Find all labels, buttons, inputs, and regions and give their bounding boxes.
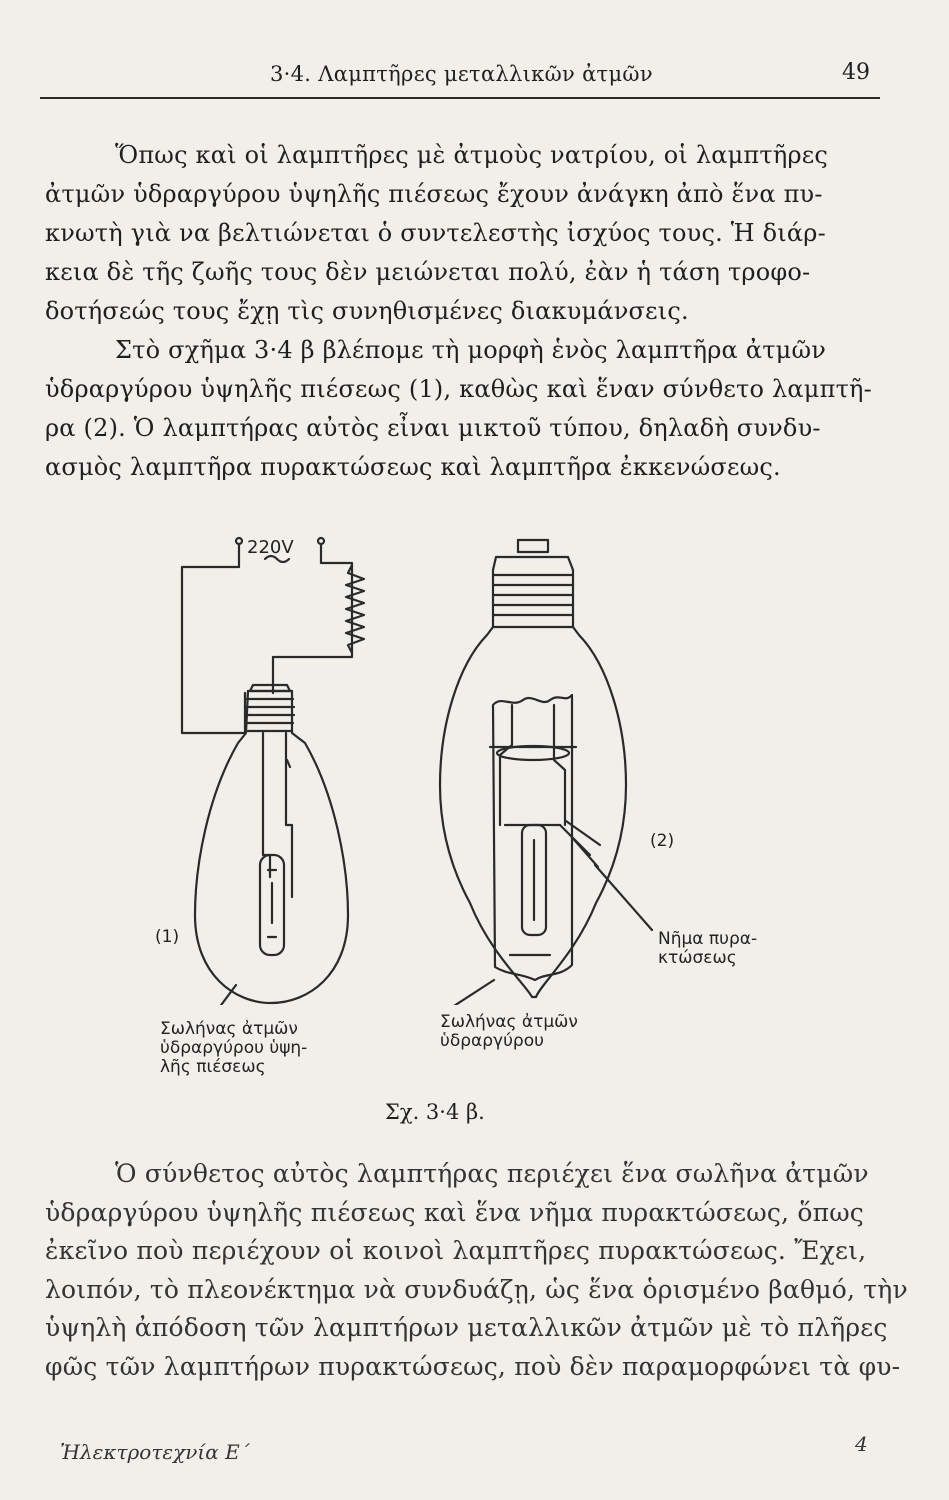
footer-book-title: Ἠλεκτροτεχνία Ε΄ [60,1440,250,1464]
text-line: ρα (2). Ὁ λαμπτήρας αὐτὸς εἶναι μικτοῦ τύπου, δηλαδὴ συνδυ- [45,414,821,442]
text-line: λοιπόν, τὸ πλεονέκτημα νὰ συνδυάζῃ, ὡς ἕνα ὁρισμένο βαθμό, τὴν [45,1274,908,1304]
label-filament: Νῆμα πυρα- κτώσεως [658,929,758,968]
header-rule [40,97,880,99]
text-line: κνωτὴ γιὰ να βελτιώνεται ὁ συντελεστὴς ἰσχύος τους. Ἡ διάρ- [45,219,826,247]
text-line: Ὅπως καὶ οἱ λαμπτῆρες μὲ ἀτμοὺς νατρίου, οἱ λαμπτῆρες [115,141,829,169]
text-line: ὑψηλὴ ἀπόδοση τῶν λαμπτήρων μεταλλικῶν ἀτμῶν μὲ τὸ πλῆρες [45,1313,888,1342]
figure-3-4b [140,525,820,1077]
text-line: δοτήσεώς τους ἔχῃ τὶς συνηθισμένες διακυμάνσεις. [45,297,689,325]
lamp2-number: (2) [650,831,675,851]
section-title: 3·4. Λαμπτῆρες μεταλλικῶν ἀτμῶν [270,62,653,86]
text-line: ὑδραργύρου ὑψηλῆς πιέσεως καὶ ἕνα νῆμα πυρακτώσεως, ὅπως [45,1197,865,1227]
leader-line-right [440,980,494,1005]
lamp1-number: (1) [155,927,180,947]
text-line: ὑδραργύρου ὑψηλῆς πιέσεως (1), καθὼς καὶ ἕναν σύνθετο λαμπτῆ- [45,375,872,403]
paragraph-top [45,136,885,487]
paragraph-bottom [45,1155,908,1386]
lamp2-bulb [440,540,626,997]
running-head [40,60,880,94]
voltage-label: 220V [247,537,294,558]
text-line: κεια δὲ τῆς ζωῆς τους δὲν μειώνεται πολύ, ἐὰν ἡ τάση τροφο- [45,258,811,286]
lamp1-circuit [182,538,364,733]
text-line: ἐκεῖνο ποὺ περιέχουν οἱ κοινοὶ λαμπτῆρες πυρακτώσεως. Ἔχει, [45,1236,867,1265]
label-tube-right: Σωλήνας ἀτμῶν ὑδραργύρου [440,1012,578,1051]
figure-caption: Σχ. 3·4 β. [385,1100,485,1124]
text-line: ασμὸς λαμπτῆρα πυρακτώσεως καὶ λαμπτῆρα ἐκκενώσεως. [45,453,781,481]
text-line: φῶς τῶν λαμπτήρων πυρακτώσεως, ποὺ δὲν παραμορφώνει τὰ φυ- [45,1351,901,1381]
text-line: Στὸ σχῆμα 3·4 β βλέπομε τὴ μορφὴ ἑνὸς λαμπτῆρα ἀτμῶν [115,336,827,364]
label-tube-left: Σωλήνας ἀτμῶν ὑδραργύρου ὑψη- λῆς πιέσεως [160,1019,308,1077]
page-number: 49 [842,60,870,85]
text-line: ἀτμῶν ὑδραργύρου ὑψηλῆς πιέσεως ἔχουν ἀνάγκη ἀπὸ ἕνα πυ- [45,180,823,208]
footer-signature: 4 [855,1432,868,1456]
leader-line-left [210,985,236,1005]
leader-line-filament [595,865,652,930]
text-line: Ὁ σύνθετος αὐτὸς λαμπτήρας περιέχει ἕνα σωλῆνα ἀτμῶν [115,1159,869,1188]
